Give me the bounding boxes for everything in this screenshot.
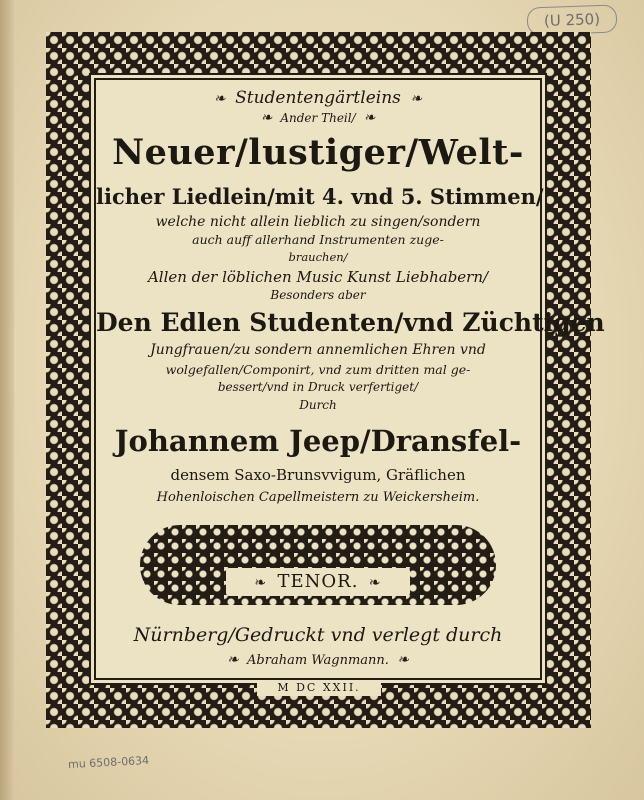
title-line-10: Den Edlen Studenten/vnd Züchtigen xyxy=(96,308,605,337)
title-line-14: Durch xyxy=(299,398,337,412)
book-spine-edge xyxy=(0,0,14,800)
title-line-4: licher Liedlein/mit 4. vnd 5. Stimmen/ xyxy=(96,184,544,209)
title-line-12: wolgefallen/Componirt, vnd zum dritten mal ge- xyxy=(165,362,471,377)
title-line-8: Allen der löblichen Music Kunst Liebhabern/ xyxy=(147,268,489,286)
title-line-5: welche nicht allein lieblich zu singen/sondern xyxy=(155,214,481,230)
title-line-3: Neuer/lustiger/Welt- xyxy=(112,132,524,173)
fleuron-icon: ❧ xyxy=(363,110,376,126)
title-line-6: auch auff allerhand Instrumenten zuge- xyxy=(192,232,444,247)
shelfmark-label: (U 250) xyxy=(527,4,618,35)
fleuron-icon: ❧ xyxy=(227,652,239,668)
publication-year: M DC XXII. xyxy=(257,680,381,696)
imprint-line-1: Nürnberg/Gedruckt vnd verlegt durch xyxy=(133,624,503,646)
title-line-13: bessert/vnd in Druck verfertiget/ xyxy=(217,380,419,394)
title-line-1: ❧ Studentengärtleins ❧ xyxy=(96,88,540,108)
fleuron-icon: ❧ xyxy=(254,575,268,591)
fleuron-icon: ❧ xyxy=(260,110,273,126)
author-origin: densem Saxo-Brunsvvigum, Gräflichen xyxy=(170,466,466,484)
title-panel xyxy=(96,80,605,678)
title-line-7: brauchen/ xyxy=(288,250,348,264)
title-line-2: ❧ Ander Theil/ ❧ xyxy=(96,110,540,126)
fleuron-icon: ❧ xyxy=(368,575,382,591)
inventory-stamp: mu 6508-0634 xyxy=(67,753,150,772)
imprint-line-2: ❧ Abraham Wagnmann. ❧ xyxy=(96,652,540,668)
author-name: Johannem Jeep/Dransfel- xyxy=(114,424,522,458)
author-position: Hohenloischen Capellmeistern zu Weickersheim. xyxy=(156,490,480,505)
title-line-9: Besonders aber xyxy=(270,288,366,302)
voice-part-label: ❧ TENOR. ❧ xyxy=(226,568,410,596)
fleuron-icon: ❧ xyxy=(397,652,409,668)
fleuron-icon: ❧ xyxy=(213,91,226,107)
title-line-11: Jungfrauen/zu sondern annemlichen Ehren vnd xyxy=(150,342,486,358)
fleuron-icon: ❧ xyxy=(410,91,423,107)
